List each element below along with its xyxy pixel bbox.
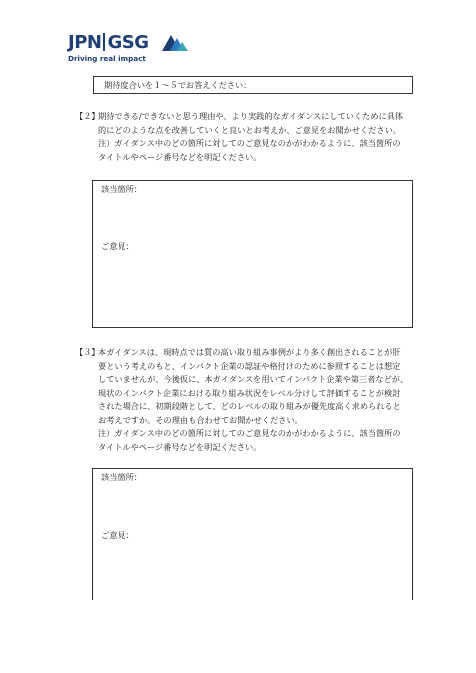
question-3-line: 現状のインパクト企業における取り組み状況をレベル分けして評価することが検討 <box>98 387 401 398</box>
question-2-answer-box[interactable] <box>92 180 413 328</box>
question-3-line: された場合に、初期段階として、どのレベルの取り組みが優先度高く求められると <box>98 401 401 411</box>
rating-prompt-box[interactable] <box>93 76 413 94</box>
question-3-number: 【３】 <box>75 347 100 357</box>
logo-divider <box>103 33 105 51</box>
gsg-triangle-mark-icon <box>160 33 190 51</box>
location-label: 該当箇所： <box>101 472 142 482</box>
logo-jpn-text: JPN <box>68 31 102 53</box>
question-2-text <box>98 110 403 164</box>
question-3-line: タイトルやページ番号などを明記ください。 <box>98 441 262 452</box>
question-2-line: 的にどのような点を改善していくと良いとお考えか、ご意見をお聞かせください。 <box>98 124 401 135</box>
question-3-line: 要という考えのもと、インパクト企業の認証や格付けのために参照することは想定 <box>98 360 401 371</box>
question-3-line: 注）ガイダンス中のどの箇所に対してのご意見なのかがわかるように、該当箇所の <box>98 428 401 438</box>
question-2-line: 期待できる/できないと思う理由や、より実践的なガイダンスにしていくために具体 <box>98 111 404 121</box>
question-2-number: 【２】 <box>75 111 100 121</box>
question-3-line: お考えですか。その理由も合わせてお聞かせください。 <box>98 414 303 425</box>
location-label: 該当箇所： <box>101 184 142 194</box>
opinion-label: ご意見： <box>101 241 134 251</box>
question-3-answer-box[interactable] <box>92 468 413 600</box>
opinion-label: ご意見： <box>101 530 134 540</box>
question-2-line: 注）ガイダンス中のどの箇所に対してのご意見なのかがわかるように、該当箇所の <box>98 138 401 148</box>
question-2-line: タイトルやページ番号などを明記ください。 <box>98 151 262 162</box>
question-3-line: 本ガイダンスは、現時点では質の高い取り組み事例がより多く創出されることが肝 <box>98 347 401 357</box>
rating-prompt-text: 期待度合いを１～５でお答えください： <box>104 80 252 90</box>
logo-gsg-text: GSG <box>107 31 149 53</box>
jpn-gsg-logo <box>68 32 188 66</box>
question-3-line: していませんが、今後仮に、本ガイダンスを用いてインパクト企業や第三者などが、 <box>98 374 409 384</box>
logo-tagline: Driving real impact <box>68 54 146 63</box>
logo-wordmark <box>68 32 148 52</box>
question-3-text <box>98 346 408 454</box>
